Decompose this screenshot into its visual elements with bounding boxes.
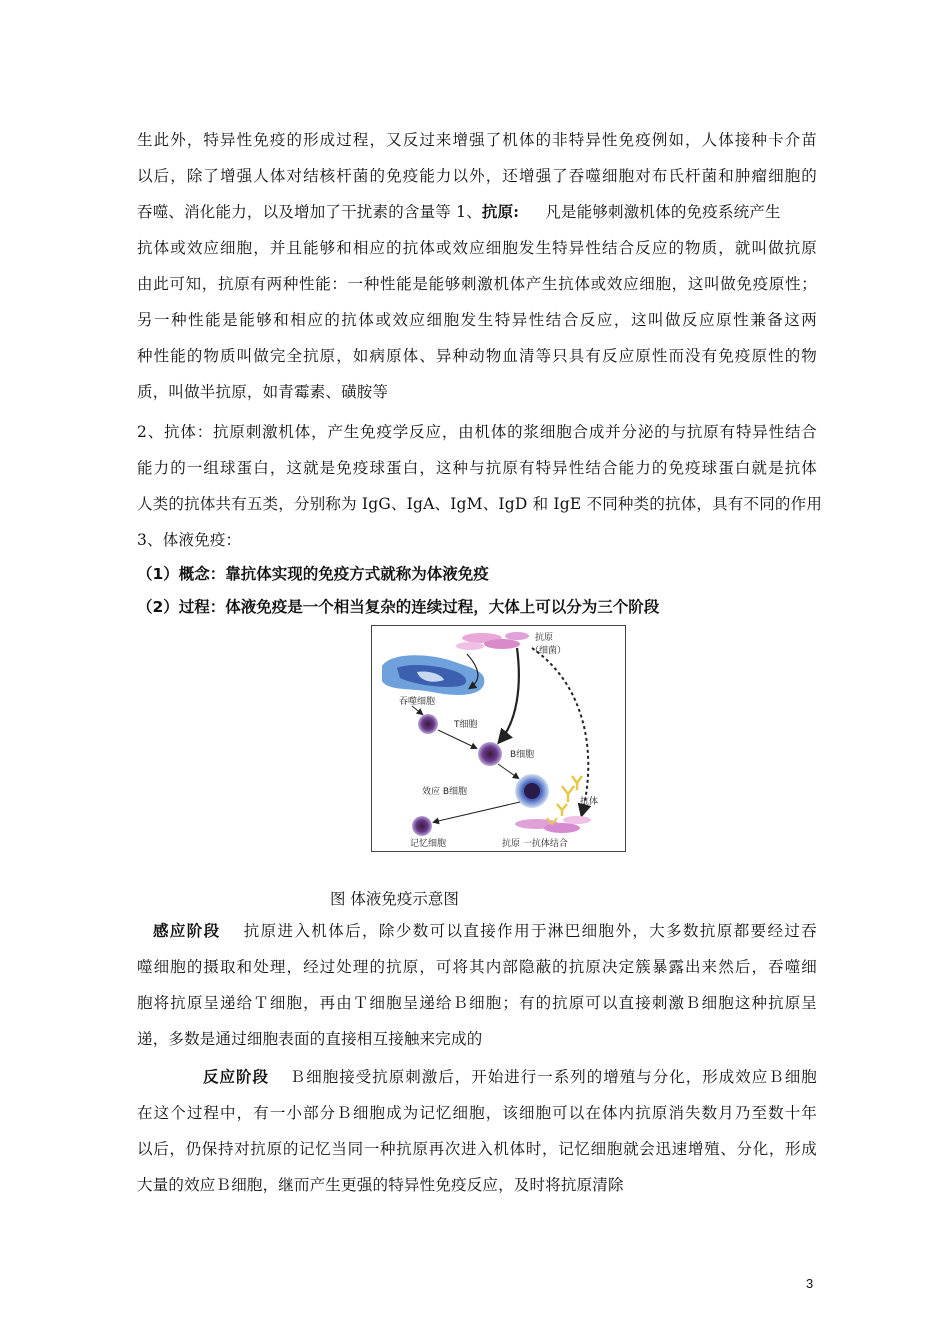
text-line: 能力的一组球蛋白，这就是免疫球蛋白，这种与抗原有特异性结合能力的免疫球蛋白就是抗体 — [137, 459, 817, 477]
text-line: 递，多数是通过细胞表面的直接相互接触来完成的 — [137, 1030, 483, 1048]
page-number: 3 — [806, 1276, 814, 1291]
text-line — [137, 1067, 817, 1087]
text-line: 胞将抗原呈递给Ｔ细胞，再由Ｔ细胞呈递给Ｂ细胞；有的抗原可以直接刺激Ｂ细胞这种抗原呈 — [137, 994, 817, 1012]
text-line: 由此可知，抗原有两种性能：一种性能是能够刺激机体产生抗体或效应细胞，这叫做免疫原性； — [137, 275, 817, 293]
antibody-shapes — [557, 776, 582, 816]
text-fragment: 凡是能够刺激机体的免疫系统产生 — [545, 203, 781, 221]
figure-drawing — [372, 626, 625, 851]
heading-concept: （1）概念：靠抗体实现的免疫方式就称为体液免疫 — [137, 565, 489, 583]
figure-caption: 图 体液免疫示意图 — [330, 890, 459, 908]
text-line: 噬细胞的摄取和处理，经过处理的抗原，可将其内部隐蔽的抗原决定簇暴露出来然后，吞噬细 — [137, 958, 817, 976]
text-line: 以后，除了增强人体对结核杆菌的免疫能力以外，还增强了吞噬细胞对布氏杆菌和肿瘤细胞的 — [137, 167, 817, 185]
text-line: 质，叫做半抗原，如青霉素、磺胺等 — [137, 383, 389, 401]
memory-cell — [412, 816, 432, 836]
antigen-bacteria — [456, 632, 529, 650]
label-phagocyte: 吞噬细胞 — [399, 697, 436, 707]
label-bacteria: （细菌） — [530, 646, 567, 656]
t-cell — [418, 714, 438, 734]
label-binding: 抗原 一抗体结合 — [502, 839, 568, 849]
heading-process: （2）过程：体液免疫是一个相当复杂的连续过程，大体上可以分为三个阶段 — [137, 598, 660, 616]
text-line: 种性能的物质叫做完全抗原，如病原体、异种动物血清等只具有反应原性而没有免疫原性的物 — [137, 347, 817, 365]
text-line: 生此外，特异性免疫的形成过程，又反过来增强了机体的非特异性免疫例如，人体接种卡介苗 — [137, 131, 817, 149]
text-line: 人类的抗体共有五类，分别称为 IgG、IgA、IgM、IgD 和 IgE 不同种类的抗体，具有不同的作用 — [137, 495, 823, 513]
label-b-cell: B细胞 — [510, 750, 535, 760]
term-antigen: 抗原: — [481, 202, 520, 221]
section-title-induction: 感应阶段 — [153, 921, 221, 940]
label-antibody: 抗体 — [580, 797, 599, 807]
text-line: 在这个过程中，有一小部分Ｂ细胞成为记忆细胞，该细胞可以在体内抗原消失数月乃至数十年 — [137, 1104, 817, 1122]
section-title-reaction: 反应阶段 — [203, 1067, 269, 1086]
b-cell — [478, 742, 502, 766]
text-fragment: 吞噬、消化能力，以及增加了干扰素的含量等 1、 — [137, 203, 482, 221]
text-line: 3、体液免疫： — [137, 531, 242, 549]
label-antigen: 抗原 — [535, 633, 554, 643]
humoral-immunity-figure — [371, 625, 626, 852]
text-line — [137, 921, 817, 941]
text-line: 抗体或效应细胞，并且能够和相应的抗体或效应细胞发生特异性结合反应的物质，就叫做抗原 — [137, 239, 817, 257]
phagocyte-cell — [382, 655, 484, 695]
text-line: 2、抗体：抗原刺激机体，产生免疫学反应，由机体的浆细胞合成并分泌的与抗原有特异性结合 — [137, 423, 817, 441]
label-effector-b: 效应 B细胞 — [422, 787, 468, 797]
text-line: 另一种性能是能够和相应的抗体或效应细胞发生特异性结合反应，这叫做反应原性兼备这两 — [137, 311, 817, 329]
label-memory: 记忆细胞 — [410, 839, 447, 849]
text-line: 大量的效应Ｂ细胞，继而产生更强的特异性免疫反应，及时将抗原清除 — [137, 1176, 624, 1194]
text-fragment: Ｂ细胞接受抗原刺激后，开始进行一系列的增殖与分化，形成效应Ｂ细胞 — [289, 1068, 817, 1086]
antigen-antibody-complex — [515, 816, 591, 833]
text-line — [137, 202, 817, 222]
text-fragment: 抗原进入机体后，除少数可以直接作用于淋巴细胞外，大多数抗原都要经过吞 — [242, 922, 817, 940]
label-t-cell: T细胞 — [454, 720, 478, 730]
text-line: 以后，仍保持对抗原的记忆当同一种抗原再次进入机体时，记忆细胞就会迅速增殖、分化，形成 — [137, 1140, 817, 1158]
